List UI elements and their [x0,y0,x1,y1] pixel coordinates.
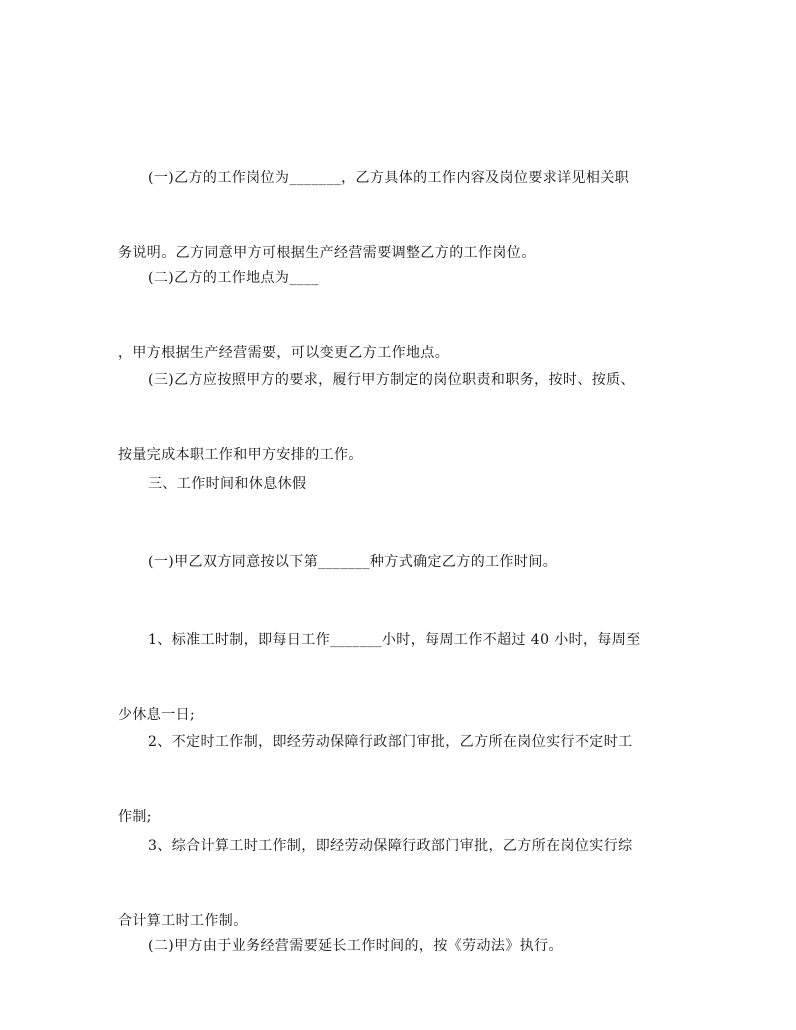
paragraph-line: ，甲方根据生产经营需要，可以变更乙方工作地点。 [118,345,450,361]
paragraph-line: 按量完成本职工作和甲方安排的工作。 [118,447,363,463]
paragraph-line: 合计算工时工作制。 [118,913,248,929]
paragraph-line: (二)甲方由于业务经营需要延长工作时间的，按《劳动法》执行。 [148,938,563,954]
paragraph-line: (二)乙方的工作地点为____ [148,270,319,286]
heading-text: 三、工作时间和休息休假 [148,476,307,492]
paragraph-line: 务说明。乙方同意甲方可根据生产经营需要调整乙方的工作岗位。 [118,245,536,261]
paragraph-line: (一)乙方的工作岗位为_______，乙方具体的工作内容及岗位要求详见相关职 [148,170,630,186]
paragraph-line: 少休息一日; [118,707,196,723]
paragraph-line: 3、综合计算工时工作制，即经劳动保障行政部门审批，乙方所在岗位实行综 [148,838,633,854]
paragraph-line: 作制; [118,809,152,825]
paragraph-line: (一)甲乙双方同意按以下第_______种方式确定乙方的工作时间。 [148,554,558,570]
paragraph-overtime [118,884,674,1009]
paragraph-line: (三)乙方应按照甲方的要求，履行甲方制定的岗位职责和职务，按时、按质、 [148,372,635,388]
paragraph-line: 2、不定时工作制，即经劳动保障行政部门审批，乙方所在岗位实行不定时工 [148,734,633,750]
paragraph-line: 1、标准工时制，即每日工作_______小时，每周工作不超过 40 小时，每周至 [148,632,641,648]
